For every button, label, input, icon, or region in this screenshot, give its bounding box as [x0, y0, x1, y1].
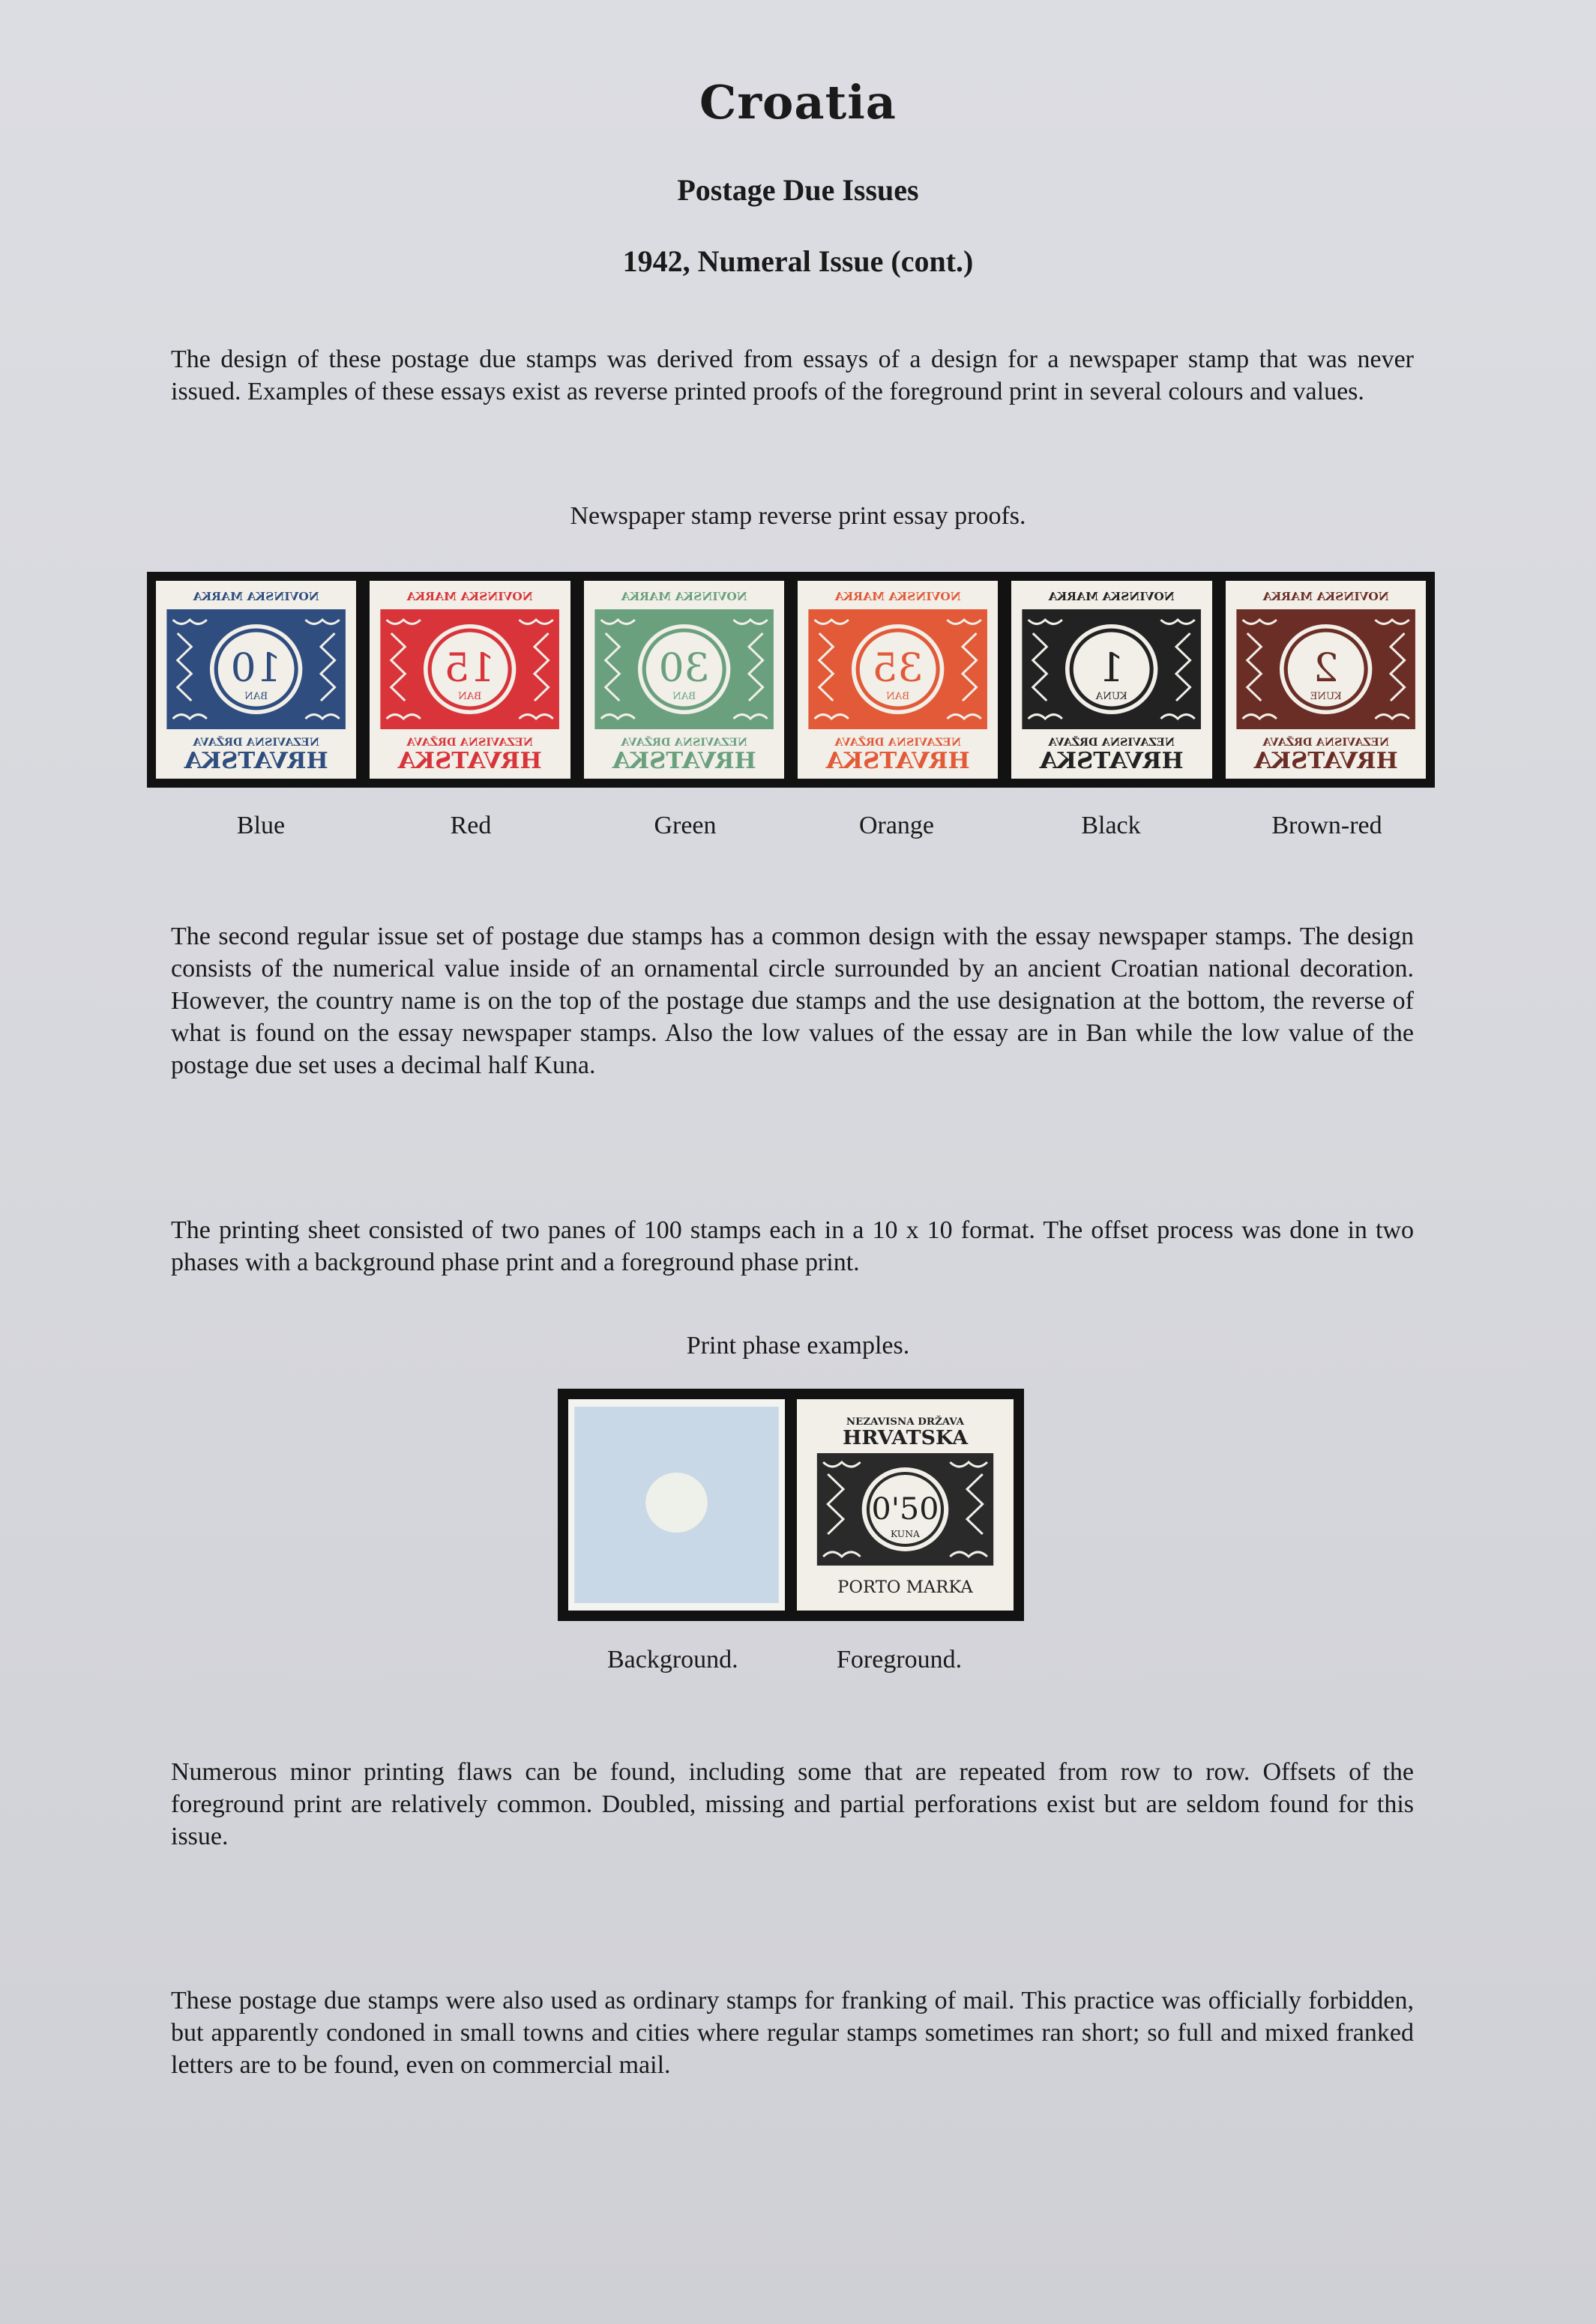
essay-colour-label: Red [450, 812, 492, 839]
essay-top-text: NOVINSKA MARKA [1048, 590, 1175, 603]
essay-value: 15 [444, 645, 496, 691]
essay-stamp [584, 581, 784, 779]
section-title: Postage Due Issues [677, 173, 919, 207]
essay-stamp [1226, 581, 1426, 779]
essay-unit: BAN [886, 691, 910, 702]
foreground-country-small: NEZAVISNA DRŽAVA [846, 1416, 965, 1428]
essay-stamp [370, 581, 570, 779]
essay-value: 35 [872, 645, 924, 691]
essay-colour-label: Blue [236, 812, 286, 839]
foreground-value: 0'50 [871, 1491, 939, 1527]
essay-unit: BAN [672, 691, 696, 702]
essay-unit: KUNE [1310, 691, 1342, 702]
essay-unit: KUNA [1095, 691, 1128, 702]
essay-unit: BAN [458, 691, 482, 702]
foreground-phase-stamp [797, 1399, 1014, 1611]
essay-colour-label: Orange [858, 812, 935, 839]
essay-colour-label: Green [654, 812, 717, 839]
essay-value: 1 [1098, 645, 1124, 691]
essay-middle-text: NEZAVISNA DRŽAVA [1048, 737, 1175, 749]
essay-colour-label: Brown-red [1271, 812, 1382, 839]
essay-value: 2 [1313, 645, 1339, 691]
essay-middle-text: NEZAVISNA DRŽAVA [193, 737, 319, 749]
essay-stamp [156, 581, 356, 779]
essay-middle-text: NEZAVISNA DRŽAVA [621, 737, 747, 749]
foreground-label: Foreground. [837, 1646, 963, 1673]
flaws-paragraph: Numerous minor printing flaws can be found, including some that are repeated from row to row. Offsets of the foreground print are relatively common. Doubled, missing and partial perforations exist but are seldom found for this issue. [171, 1758, 1414, 1850]
phase-caption: Print phase examples. [686, 1332, 910, 1359]
design-paragraph: The second regular issue set of postage due stamps has a common design with the essay newspaper stamps. The design consists of the numerical value inside of an ornamental circle surrounded by an ancient Croatian national decoration. However, the country name is on the top of the postage due stamps and the use designation at the bottom, the reverse of what is found on the essay newspaper stamps. Also the low values of the essay are in Ban while the low value of the postage due set uses a decimal half Kuna. [171, 923, 1414, 1079]
intro-paragraph: The design of these postage due stamps was derived from essays of a design for a newspaper stamp that was never issued. Examples of these essays exist as reverse printed proofs of the foreground print in several colours and values. [171, 345, 1414, 405]
page-title: Croatia [699, 75, 897, 130]
essay-stamp-strip [147, 572, 1435, 788]
foreground-country: HRVATSKA [842, 1426, 969, 1449]
foreground-use: PORTO MARKA [837, 1578, 973, 1597]
essay-bottom-text: HRVATSKA [397, 747, 543, 774]
essay-top-text: NOVINSKA MARKA [834, 590, 961, 603]
issue-title: 1942, Numeral Issue (cont.) [622, 244, 974, 278]
background-phase-stamp [568, 1399, 785, 1611]
essay-colour-label: Black [1081, 812, 1141, 839]
essay-stamp [798, 581, 998, 779]
essay-middle-text: NEZAVISNA DRŽAVA [1262, 737, 1389, 749]
essay-top-text: NOVINSKA MARKA [1262, 590, 1389, 603]
essay-caption: Newspaper stamp reverse print essay proofs. [570, 502, 1026, 530]
essay-top-text: NOVINSKA MARKA [621, 590, 747, 603]
essay-stamp [1011, 581, 1211, 779]
print-phase-pair [558, 1389, 1024, 1621]
printing-paragraph: The printing sheet consisted of two panes of 100 stamps each in a 10 x 10 format. The offset process was done in two phases with a background phase print and a foreground phase print. [171, 1216, 1414, 1276]
background-label: Background. [607, 1646, 738, 1673]
essay-top-text: NOVINSKA MARKA [193, 590, 319, 603]
essay-middle-text: NEZAVISNA DRŽAVA [834, 737, 961, 749]
essay-bottom-text: HRVATSKA [825, 747, 970, 774]
essay-bottom-text: HRVATSKA [612, 747, 756, 774]
essay-top-text: NOVINSKA MARKA [406, 590, 534, 603]
usage-paragraph: These postage due stamps were also used as ordinary stamps for franking of mail. This practice was officially forbidden, but apparently condoned in small towns and cities where regular stamps sometimes ran short; so full and mixed franked letters are to be found, even on commercial mail. [171, 1987, 1414, 2079]
essay-value: 30 [658, 645, 710, 691]
foreground-unit: KUNA [890, 1529, 921, 1539]
essay-value: 10 [230, 645, 282, 691]
essay-bottom-text: HRVATSKA [184, 747, 328, 774]
essay-middle-text: NEZAVISNA DRŽAVA [406, 737, 534, 749]
essay-bottom-text: HRVATSKA [1253, 747, 1398, 774]
essay-bottom-text: HRVATSKA [1039, 747, 1184, 774]
essay-unit: BAN [244, 691, 268, 702]
